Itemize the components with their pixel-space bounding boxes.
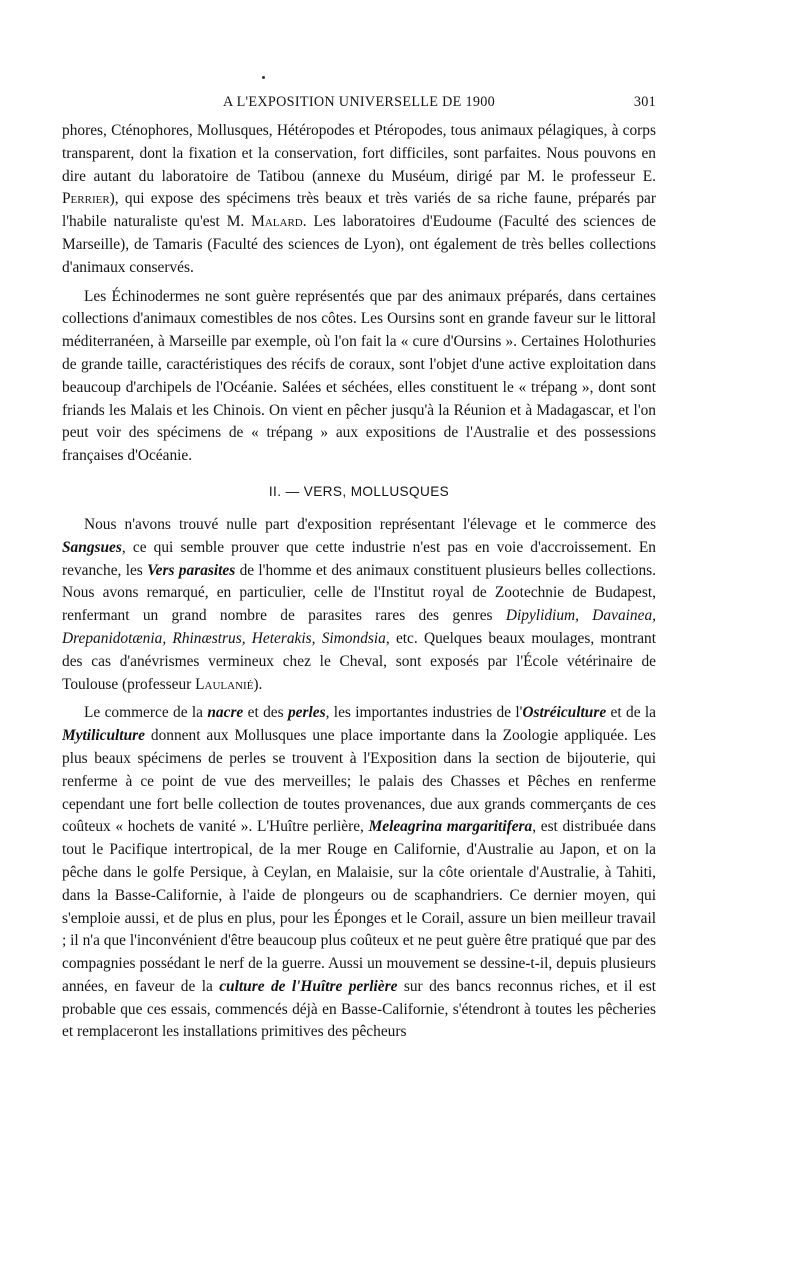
- page-number: 301: [633, 94, 656, 110]
- term-culture-huitre: culture de l'Huître perlière: [219, 977, 398, 995]
- paragraph-continuation: [62, 120, 656, 280]
- author-name-malard: Malard: [251, 213, 303, 231]
- text-run: de l'homme et des animaux constituent plusieurs belles collections. Nous avons remarqué, en particulier, celle de l'Institut royal de Zootechnie de Budapest, renfermant un grand nombre de parasites rares des genres: [62, 561, 656, 625]
- text-run: , les importantes industries de l': [325, 704, 523, 722]
- text-run: , etc. Quelques beaux moulages, montrant des cas d'anévrismes vermineux chez le Cheval, sont exposés par l'École vétérinaire de Toulouse (professeur: [62, 629, 656, 693]
- text-run: donnent aux Mollusques une place importante dans la Zoologie appliquée. Les plus beaux spécimens de perles se trouvent à l'Exposition dans la section de bijouterie, qui renferme à ce point de vue des merveilles; le palais des Chasses et Pêches en renferme cependant une fort belle collection de toutes provenances, due aux grands commerçants de ces coûteux « hochets de vanité ». L'Huître perlière,: [62, 727, 656, 836]
- term-meleagrina: Meleagrina margaritifera: [368, 818, 533, 836]
- text-run: Nous n'avons trouvé nulle part d'exposition représentant l'élevage et le commerce des: [84, 515, 656, 533]
- text-run: ), qui expose des spécimens très beaux et très variés de sa riche faune, préparés par l'habile naturaliste qu'est M.: [62, 190, 656, 231]
- term-sangsues: Sangsues: [62, 538, 122, 556]
- term-mytiliculture: Mytiliculture: [62, 727, 145, 745]
- paragraph-vers: [62, 514, 656, 696]
- text-run: . Les laboratoires d'Eudoume (Faculté des sciences de Marseille), de Tamaris (Faculté des sciences de Lyon), ont également de très belles collections d'animaux conservés.: [62, 213, 656, 276]
- section-heading: II. — VERS, MOLLUSQUES: [268, 483, 450, 499]
- term-vers-parasites: Vers parasites: [147, 561, 236, 579]
- term-genres: Dipylidium, Davainea, Drepanidotænia, Rhinæstrus, Heterakis, Simondsia: [62, 607, 656, 647]
- author-name-laulanie: Laulanié: [195, 675, 254, 693]
- text-run: et des: [243, 704, 288, 722]
- text-run: , ce qui semble prouver que cette industrie n'est pas en voie d'accroissement. En revanche, les: [62, 538, 656, 579]
- term-nacre: nacre: [207, 704, 244, 722]
- running-title: A L'EXPOSITION UNIVERSELLE DE 1900: [222, 94, 496, 110]
- author-name-perrier: Perrier: [62, 190, 110, 208]
- text-run: et de la: [606, 704, 656, 722]
- text-run: phores, Cténophores, Mollusques, Hétéropodes et Ptéropodes, tous animaux pélagiques, à corps transparent, dont la fixation et la conservation, fort difficiles, sont parfaites. Nous pouvons en dire autant du laboratoire de Tatibou (annexe du Muséum, dirigé par M. le professeur E.: [62, 122, 656, 185]
- running-header: [62, 94, 656, 118]
- text-run: ).: [253, 675, 263, 693]
- term-ostreiculture: Ostréiculture: [522, 704, 607, 722]
- paragraph-echinodermes: Les Échinodermes ne sont guère représentés que par des animaux préparés, dans certaines collections d'animaux comestibles de nos côtes. Les Oursins sont en grande faveur sur le littoral méditerranéen, à Marseille par exemple, où l'on fait la « cure d'Oursins ». Certaines Holothuries de grande taille, caractéristiques des récifs de coraux, sont l'objet d'une active exploitation dans beaucoup d'archipels de l'Océanie. Salées et séchées, elles constituent le « trépang », dont sont friands les Malais et les Chinois. On vient en pêcher jusqu'à la Réunion et à Madagascar, et l'on peut voir des spécimens de « trépang » aux expositions de l'Australie et des possessions françaises d'Océanie.: [62, 287, 656, 465]
- paragraph-mollusques: [62, 702, 656, 1044]
- print-speck: [262, 76, 265, 79]
- text-run: , est distribuée dans tout le Pacifique intertropical, de la mer Rouge en Californie, d'Australie au Japon, et on la pêche dans le golfe Persique, à Ceylan, en Malaisie, sur la côte orientale d'Australie, à Tahiti, dans la Basse-Californie, à l'aide de plongeurs ou de scaphandriers. Ce dernier moyen, qui s'emploie aussi, et de plus en plus, pour les Éponges et le Corail, assure un bien meilleur travail ; il n'a que l'inconvénient d'être beaucoup plus coûteux et ne peut guère être pratiqué que par des compagnies possédant le nerf de la guerre. Aussi un mouvement se dessine-t-il, depuis plusieurs années, en faveur de la: [62, 818, 656, 995]
- term-perles: perles: [287, 704, 326, 722]
- book-page: [62, 88, 656, 1248]
- text-run: sur des bancs reconnus riches, et il est probable que ces essais, commencés déjà en Basse-Californie, s'étendront à toutes les pêcheries et remplaceront les installations primitives des pêcheurs: [62, 977, 656, 1041]
- text-run: Le commerce de la: [84, 704, 208, 722]
